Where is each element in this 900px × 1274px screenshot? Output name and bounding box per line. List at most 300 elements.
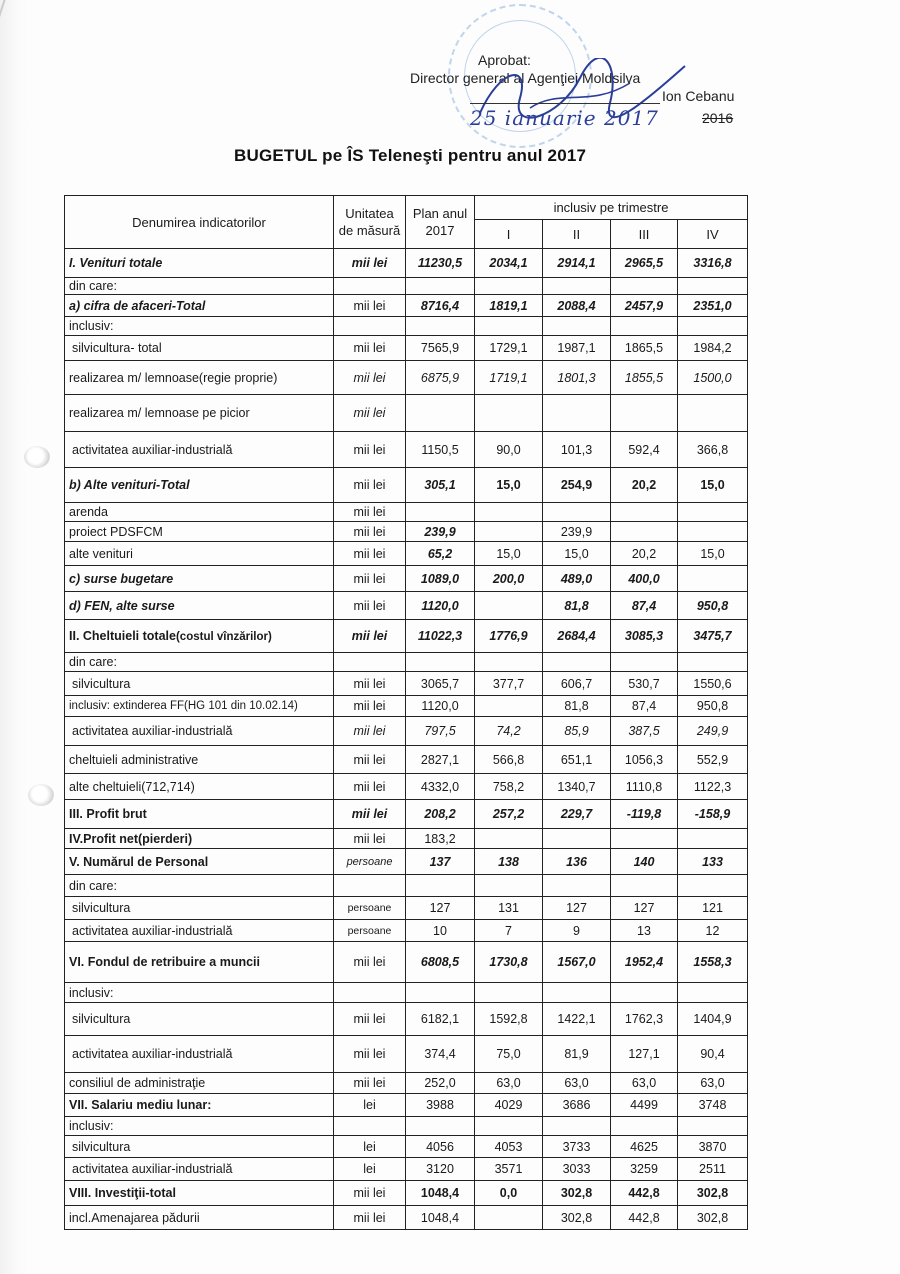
row-unit: persoane (334, 849, 406, 875)
row-quarter-2: 1567,0 (543, 942, 611, 983)
row-plan: 127 (406, 897, 475, 920)
row-quarter-4 (678, 983, 748, 1003)
row-quarter-4: 1984,2 (678, 336, 748, 361)
row-quarter-1: 4053 (475, 1136, 543, 1158)
row-quarter-2 (543, 829, 611, 849)
row-quarter-2: 63,0 (543, 1073, 611, 1094)
row-unit (334, 875, 406, 897)
table-row (65, 920, 748, 942)
row-indicator: din care: (65, 875, 334, 897)
row-quarter-3: 2965,5 (611, 249, 678, 278)
row-quarter-1: 15,0 (475, 468, 543, 503)
row-indicator: cheltuieli administrative (65, 746, 334, 774)
row-quarter-2: 2914,1 (543, 249, 611, 278)
row-unit: mii lei (334, 336, 406, 361)
row-quarter-1: 1776,9 (475, 620, 543, 653)
row-quarter-1: 1719,1 (475, 361, 543, 395)
row-plan: 1048,4 (406, 1181, 475, 1206)
approval-date-handwritten: 25 ianuarie 2017 (470, 106, 659, 130)
row-quarter-2: 81,8 (543, 696, 611, 717)
row-plan: 183,2 (406, 829, 475, 849)
row-plan (406, 395, 475, 432)
row-quarter-2: 2684,4 (543, 620, 611, 653)
table-row (65, 336, 748, 361)
row-plan (406, 278, 475, 295)
row-plan (406, 875, 475, 897)
table-row (65, 1073, 748, 1094)
scan-page-edge (0, 0, 28, 1274)
approver-name: Ion Cebanu (662, 88, 735, 104)
row-quarter-3: 442,8 (611, 1206, 678, 1230)
row-plan: 8716,4 (406, 295, 475, 317)
row-quarter-4: 15,0 (678, 542, 748, 566)
row-unit (334, 1117, 406, 1136)
row-quarter-4: 12 (678, 920, 748, 942)
row-quarter-4 (678, 829, 748, 849)
row-indicator: activitatea auxiliar-industrială (65, 432, 334, 468)
row-plan: 10 (406, 920, 475, 942)
table-row (65, 849, 748, 875)
row-indicator: inclusiv: (65, 317, 334, 336)
row-unit: mii lei (334, 1036, 406, 1073)
document-title: BUGETUL pe ÎS Teleneşti pentru anul 2017 (234, 146, 587, 165)
row-quarter-4: 2351,0 (678, 295, 748, 317)
row-quarter-1 (475, 522, 543, 542)
table-row (65, 1181, 748, 1206)
row-quarter-1: 63,0 (475, 1073, 543, 1094)
row-quarter-2: 489,0 (543, 566, 611, 592)
row-quarter-3: 400,0 (611, 566, 678, 592)
row-quarter-2: 1801,3 (543, 361, 611, 395)
row-indicator-main: II. Cheltuieli totale (69, 629, 176, 643)
row-quarter-4 (678, 503, 748, 522)
row-plan (406, 653, 475, 672)
row-quarter-4: 133 (678, 849, 748, 875)
row-quarter-1: 138 (475, 849, 543, 875)
table-row (65, 1003, 748, 1036)
row-quarter-4: 90,4 (678, 1036, 748, 1073)
header-quarter-4: IV (678, 220, 748, 249)
row-unit: mii lei (334, 432, 406, 468)
table-row (65, 592, 748, 620)
table-row (65, 875, 748, 897)
row-quarter-4 (678, 317, 748, 336)
row-quarter-4: 121 (678, 897, 748, 920)
row-quarter-3: 13 (611, 920, 678, 942)
row-quarter-3 (611, 317, 678, 336)
row-quarter-1 (475, 696, 543, 717)
row-indicator: VIII. Investiţii-total (65, 1181, 334, 1206)
row-unit: mii lei (334, 566, 406, 592)
row-indicator: activitatea auxiliar-industrială (65, 1036, 334, 1073)
row-quarter-3: 1952,4 (611, 942, 678, 983)
row-quarter-3 (611, 829, 678, 849)
row-unit: mii lei (334, 503, 406, 522)
row-quarter-3: 1762,3 (611, 1003, 678, 1036)
table-row (65, 696, 748, 717)
row-plan: 252,0 (406, 1073, 475, 1094)
row-quarter-1 (475, 653, 543, 672)
row-unit (334, 317, 406, 336)
row-unit: mii lei (334, 1073, 406, 1094)
row-quarter-2 (543, 1117, 611, 1136)
row-plan: 2827,1 (406, 746, 475, 774)
row-unit: mii lei (334, 774, 406, 800)
row-indicator (65, 620, 334, 653)
row-indicator: III. Profit brut (65, 800, 334, 829)
table-row (65, 829, 748, 849)
row-indicator: arenda (65, 503, 334, 522)
row-indicator: consiliul de administraţie (65, 1073, 334, 1094)
row-indicator: incl.Amenajarea pădurii (65, 1206, 334, 1230)
row-plan: 1089,0 (406, 566, 475, 592)
row-unit: mii lei (334, 249, 406, 278)
table-row (65, 942, 748, 983)
row-indicator: V. Numărul de Personal (65, 849, 334, 875)
row-quarter-2 (543, 278, 611, 295)
row-quarter-1: 1819,1 (475, 295, 543, 317)
row-quarter-3: 3259 (611, 1158, 678, 1181)
row-indicator: alte cheltuieli(712,714) (65, 774, 334, 800)
header-quarters-group: inclusiv pe trimestre (475, 196, 748, 220)
row-quarter-3: 530,7 (611, 672, 678, 696)
row-quarter-4 (678, 278, 748, 295)
row-indicator: a) cifra de afaceri-Total (65, 295, 334, 317)
row-quarter-4: 1500,0 (678, 361, 748, 395)
row-plan (406, 1117, 475, 1136)
row-quarter-1: 1592,8 (475, 1003, 543, 1036)
row-quarter-4: 1550,6 (678, 672, 748, 696)
row-quarter-4 (678, 1117, 748, 1136)
row-quarter-1: 0,0 (475, 1181, 543, 1206)
row-quarter-3: 442,8 (611, 1181, 678, 1206)
table-row (65, 317, 748, 336)
row-plan (406, 317, 475, 336)
row-quarter-2 (543, 983, 611, 1003)
row-quarter-4 (678, 395, 748, 432)
row-quarter-1: 7 (475, 920, 543, 942)
row-quarter-4: 302,8 (678, 1181, 748, 1206)
row-plan: 1120,0 (406, 592, 475, 620)
row-quarter-4: 1122,3 (678, 774, 748, 800)
row-quarter-3: 1865,5 (611, 336, 678, 361)
row-indicator: inclusiv: (65, 983, 334, 1003)
table-row (65, 620, 748, 653)
row-quarter-1: 1730,8 (475, 942, 543, 983)
row-quarter-4: 3316,8 (678, 249, 748, 278)
row-indicator-suffix: (costul vînzărilor) (175, 631, 272, 643)
header-quarter-3: III (611, 220, 678, 249)
row-quarter-4: 3870 (678, 1136, 748, 1158)
header-quarter-1: I (475, 220, 543, 249)
row-quarter-2: 81,8 (543, 592, 611, 620)
row-indicator: inclusiv: extinderea FF(HG 101 din 10.02.14) (65, 696, 334, 717)
row-plan: 1120,0 (406, 696, 475, 717)
row-quarter-4 (678, 566, 748, 592)
row-quarter-3: 63,0 (611, 1073, 678, 1094)
row-unit: mii lei (334, 1206, 406, 1230)
header-unit: Unitatea de măsură (334, 196, 406, 249)
table-row (65, 672, 748, 696)
row-unit: mii lei (334, 468, 406, 503)
row-plan: 374,4 (406, 1036, 475, 1073)
row-unit: persoane (334, 920, 406, 942)
row-quarter-4: 3748 (678, 1094, 748, 1117)
row-quarter-3: 20,2 (611, 542, 678, 566)
row-quarter-2: 254,9 (543, 468, 611, 503)
row-quarter-2: 1987,1 (543, 336, 611, 361)
row-quarter-2: 239,9 (543, 522, 611, 542)
row-quarter-3 (611, 522, 678, 542)
table-row (65, 717, 748, 746)
row-unit: mii lei (334, 829, 406, 849)
table-row (65, 1158, 748, 1181)
row-quarter-4: 249,9 (678, 717, 748, 746)
row-quarter-2: 1422,1 (543, 1003, 611, 1036)
row-quarter-3: 127 (611, 897, 678, 920)
row-plan: 3120 (406, 1158, 475, 1181)
row-quarter-4: 950,8 (678, 592, 748, 620)
row-quarter-1: 257,2 (475, 800, 543, 829)
row-indicator: inclusiv: (65, 1117, 334, 1136)
row-plan: 4332,0 (406, 774, 475, 800)
row-indicator: silvicultura (65, 897, 334, 920)
row-unit: mii lei (334, 1003, 406, 1036)
row-indicator: c) surse bugetare (65, 566, 334, 592)
table-row (65, 653, 748, 672)
row-quarter-2: 651,1 (543, 746, 611, 774)
approval-block (0, 0, 900, 140)
row-quarter-4 (678, 522, 748, 542)
row-quarter-1 (475, 875, 543, 897)
row-unit: persoane (334, 897, 406, 920)
row-quarter-4 (678, 653, 748, 672)
row-quarter-3 (611, 1117, 678, 1136)
row-indicator: I. Venituri totale (65, 249, 334, 278)
header-plan: Plan anul 2017 (406, 196, 475, 249)
row-quarter-1: 3571 (475, 1158, 543, 1181)
row-quarter-3: 87,4 (611, 696, 678, 717)
row-quarter-3 (611, 278, 678, 295)
row-quarter-2: 2088,4 (543, 295, 611, 317)
row-quarter-3 (611, 875, 678, 897)
row-plan: 6182,1 (406, 1003, 475, 1036)
row-quarter-2 (543, 395, 611, 432)
row-unit: lei (334, 1136, 406, 1158)
table-row (65, 897, 748, 920)
row-unit: mii lei (334, 592, 406, 620)
row-quarter-3: 3085,3 (611, 620, 678, 653)
row-plan: 3988 (406, 1094, 475, 1117)
row-quarter-1 (475, 503, 543, 522)
row-quarter-2: 302,8 (543, 1181, 611, 1206)
row-quarter-3: 387,5 (611, 717, 678, 746)
row-unit: mii lei (334, 542, 406, 566)
row-unit: mii lei (334, 942, 406, 983)
row-quarter-3: 1056,3 (611, 746, 678, 774)
table-row (65, 468, 748, 503)
row-quarter-2: 15,0 (543, 542, 611, 566)
row-plan: 65,2 (406, 542, 475, 566)
row-unit: mii lei (334, 717, 406, 746)
row-quarter-2: 3733 (543, 1136, 611, 1158)
row-plan: 208,2 (406, 800, 475, 829)
row-plan: 797,5 (406, 717, 475, 746)
row-indicator: b) Alte venituri-Total (65, 468, 334, 503)
row-quarter-2 (543, 503, 611, 522)
table-row (65, 1036, 748, 1073)
table-row (65, 395, 748, 432)
table-row (65, 361, 748, 395)
row-quarter-3: 1855,5 (611, 361, 678, 395)
row-quarter-4: 1404,9 (678, 1003, 748, 1036)
row-unit (334, 983, 406, 1003)
row-quarter-2: 606,7 (543, 672, 611, 696)
table-row (65, 432, 748, 468)
row-quarter-3 (611, 503, 678, 522)
row-quarter-2: 9 (543, 920, 611, 942)
row-indicator: din care: (65, 653, 334, 672)
row-plan: 6808,5 (406, 942, 475, 983)
row-quarter-4: 63,0 (678, 1073, 748, 1094)
row-plan: 7565,9 (406, 336, 475, 361)
row-quarter-3: 4499 (611, 1094, 678, 1117)
row-quarter-2: 127 (543, 897, 611, 920)
row-quarter-1 (475, 278, 543, 295)
row-quarter-3 (611, 983, 678, 1003)
row-quarter-1: 75,0 (475, 1036, 543, 1073)
row-quarter-1 (475, 983, 543, 1003)
row-plan: 11230,5 (406, 249, 475, 278)
row-quarter-1: 758,2 (475, 774, 543, 800)
row-quarter-2: 85,9 (543, 717, 611, 746)
row-quarter-1 (475, 395, 543, 432)
row-quarter-3: -119,8 (611, 800, 678, 829)
row-indicator: proiect PDSFCM (65, 522, 334, 542)
row-quarter-4: 2511 (678, 1158, 748, 1181)
row-quarter-2: 81,9 (543, 1036, 611, 1073)
row-unit: mii lei (334, 1181, 406, 1206)
row-quarter-2: 3686 (543, 1094, 611, 1117)
table-row (65, 746, 748, 774)
row-unit: mii lei (334, 800, 406, 829)
row-indicator: realizarea m/ lemnoase pe picior (65, 395, 334, 432)
table-row (65, 1206, 748, 1230)
row-unit: mii lei (334, 746, 406, 774)
row-indicator: d) FEN, alte surse (65, 592, 334, 620)
row-quarter-1 (475, 829, 543, 849)
table-row (65, 249, 748, 278)
row-quarter-2 (543, 653, 611, 672)
row-quarter-4: 302,8 (678, 1206, 748, 1230)
row-plan: 11022,3 (406, 620, 475, 653)
row-unit (334, 653, 406, 672)
row-quarter-1: 15,0 (475, 542, 543, 566)
budget-table (64, 195, 748, 1230)
row-quarter-2: 101,3 (543, 432, 611, 468)
row-unit: mii lei (334, 620, 406, 653)
row-quarter-3: 4625 (611, 1136, 678, 1158)
row-indicator: silvicultura (65, 1003, 334, 1036)
row-quarter-1: 2034,1 (475, 249, 543, 278)
row-quarter-4: 950,8 (678, 696, 748, 717)
row-quarter-3 (611, 653, 678, 672)
row-quarter-1: 4029 (475, 1094, 543, 1117)
row-quarter-4: -158,9 (678, 800, 748, 829)
table-row (65, 800, 748, 829)
row-quarter-3: 592,4 (611, 432, 678, 468)
row-indicator: silvicultura- total (65, 336, 334, 361)
row-quarter-3: 1110,8 (611, 774, 678, 800)
row-quarter-3 (611, 395, 678, 432)
row-plan: 305,1 (406, 468, 475, 503)
row-unit (334, 278, 406, 295)
table-row (65, 983, 748, 1003)
row-quarter-3: 127,1 (611, 1036, 678, 1073)
row-quarter-1 (475, 1206, 543, 1230)
row-plan: 3065,7 (406, 672, 475, 696)
row-quarter-2: 229,7 (543, 800, 611, 829)
row-quarter-1: 566,8 (475, 746, 543, 774)
row-quarter-3: 2457,9 (611, 295, 678, 317)
table-row (65, 566, 748, 592)
table-row (65, 542, 748, 566)
row-unit: mii lei (334, 395, 406, 432)
row-quarter-3: 87,4 (611, 592, 678, 620)
header-indicator: Denumirea indicatorilor (65, 196, 334, 249)
signature-line (470, 103, 660, 104)
row-unit: mii lei (334, 522, 406, 542)
row-quarter-2: 136 (543, 849, 611, 875)
row-indicator: silvicultura (65, 1136, 334, 1158)
row-indicator: activitatea auxiliar-industrială (65, 920, 334, 942)
row-indicator: activitatea auxiliar-industrială (65, 717, 334, 746)
table-row (65, 1117, 748, 1136)
row-quarter-4: 15,0 (678, 468, 748, 503)
table-row (65, 1136, 748, 1158)
row-indicator: VII. Salariu mediu lunar: (65, 1094, 334, 1117)
row-indicator: VI. Fondul de retribuire a muncii (65, 942, 334, 983)
header-quarter-2: II (543, 220, 611, 249)
row-quarter-4: 3475,7 (678, 620, 748, 653)
table-row (65, 503, 748, 522)
row-quarter-4 (678, 875, 748, 897)
row-quarter-1: 90,0 (475, 432, 543, 468)
row-plan: 1048,4 (406, 1206, 475, 1230)
punch-hole-bottom (28, 784, 54, 806)
row-plan: 1150,5 (406, 432, 475, 468)
approval-date-struck: 2016 (702, 110, 734, 126)
row-unit: lei (334, 1158, 406, 1181)
row-indicator: realizarea m/ lemnoase(regie proprie) (65, 361, 334, 395)
table-row (65, 774, 748, 800)
row-plan (406, 983, 475, 1003)
table-row (65, 295, 748, 317)
row-quarter-4: 366,8 (678, 432, 748, 468)
row-indicator: silvicultura (65, 672, 334, 696)
row-unit: mii lei (334, 295, 406, 317)
row-indicator: alte venituri (65, 542, 334, 566)
row-quarter-1 (475, 592, 543, 620)
row-quarter-1: 74,2 (475, 717, 543, 746)
approval-label: Aprobat: (478, 52, 531, 68)
table-row (65, 522, 748, 542)
row-quarter-4: 1558,3 (678, 942, 748, 983)
row-quarter-1 (475, 1117, 543, 1136)
row-quarter-3: 140 (611, 849, 678, 875)
approval-position: Director general al Agenţiei Moldsilva (410, 70, 641, 86)
row-plan (406, 503, 475, 522)
